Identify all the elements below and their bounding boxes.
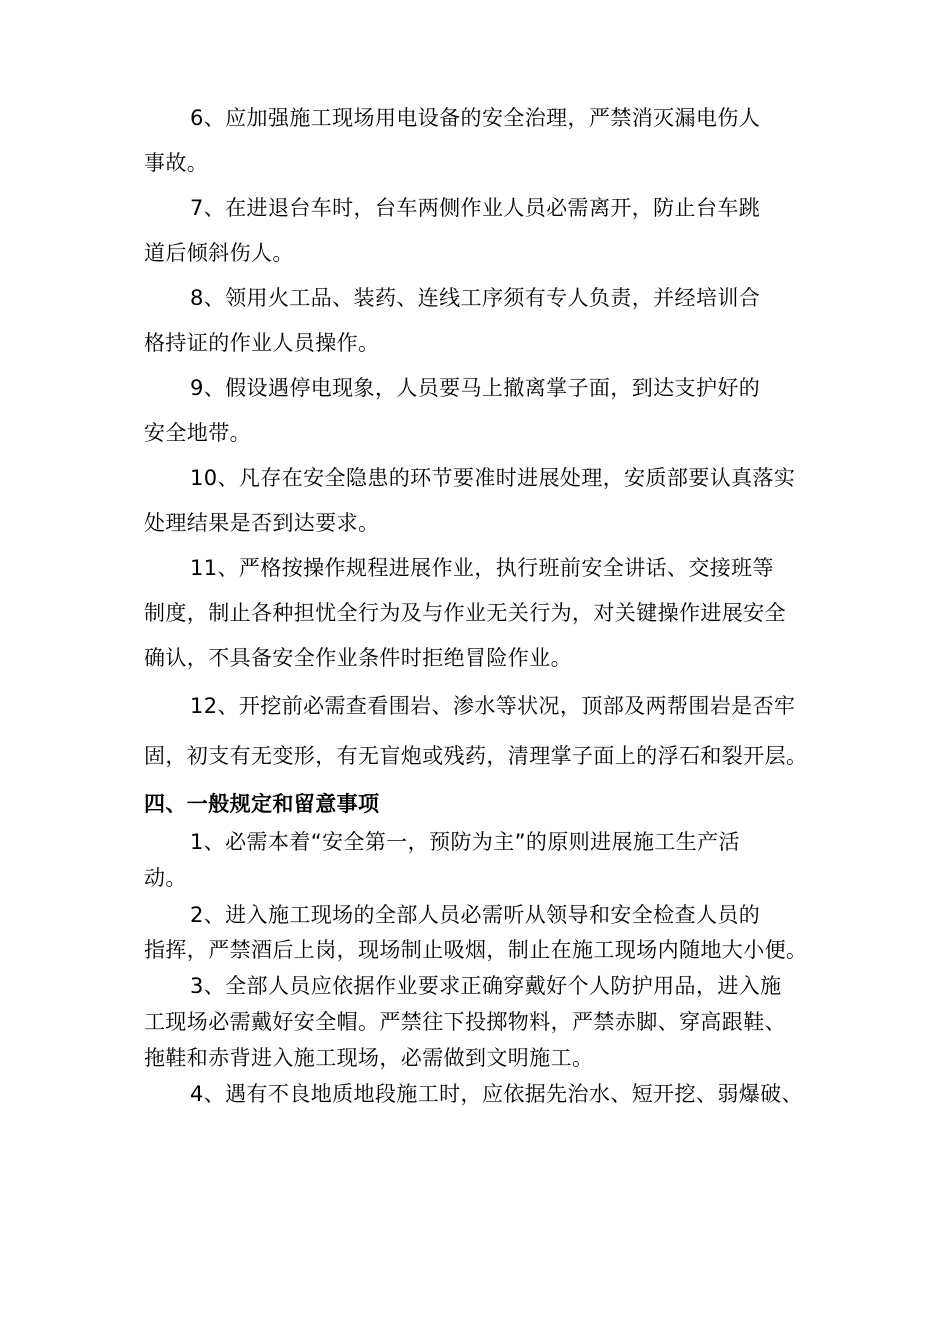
section-item-2-line-2: 指挥，严禁酒后上岗，现场制止吸烟，制止在施工现场内随地大小便。 <box>144 938 808 962</box>
item-8-line-2: 格持证的作业人员操作。 <box>144 331 380 355</box>
item-12-line-1: 12、开挖前必需查看围岩、渗水等状况，顶部及两帮围岩是否牢 <box>190 694 796 718</box>
section-item-2-line-1: 2、进入施工现场的全部人员必需听从领导和安全检查人员的 <box>190 903 761 927</box>
item-8-line-1: 8、领用火工品、装药、连线工序须有专人负责，并经培训合 <box>190 286 761 310</box>
item-11-line-2: 制度，制止各种担忧全行为及与作业无关行为，对关键操作进展安全 <box>144 601 786 625</box>
section-item-3-line-2: 工现场必需戴好安全帽。严禁往下投掷物料，严禁赤脚、穿高跟鞋、 <box>144 1010 786 1034</box>
section-item-1-line-2: 动。 <box>144 866 187 890</box>
item-7-line-1: 7、在进退台车时，台车两侧作业人员必需离开，防止台车跳 <box>190 196 761 220</box>
section-item-3-line-3: 拖鞋和赤背进入施工现场，必需做到文明施工。 <box>144 1046 594 1070</box>
item-11-line-3: 确认，不具备安全作业条件时拒绝冒险作业。 <box>144 646 572 670</box>
section-item-1-line-1: 1、必需本着“安全第一，预防为主”的原则进展施工生产活 <box>190 830 740 854</box>
item-9-line-1: 9、假设遇停电现象，人员要马上撤离掌子面，到达支护好的 <box>190 376 761 400</box>
item-10-line-2: 处理结果是否到达要求。 <box>144 511 380 535</box>
item-6-line-2: 事故。 <box>144 151 209 175</box>
item-6-line-1: 6、应加强施工现场用电设备的安全治理，严禁消灭漏电伤人 <box>190 106 761 130</box>
item-11-line-1: 11、严格按操作规程进展作业，执行班前安全讲话、交接班等 <box>190 556 774 580</box>
section-item-3-line-1: 3、全部人员应依据作业要求正确穿戴好个人防护用品，进入施 <box>190 974 782 998</box>
item-10-line-1: 10、凡存在安全隐患的环节要准时进展处理，安质部要认真落实 <box>190 466 796 490</box>
section-heading: 四、一般规定和留意事项 <box>144 792 380 816</box>
item-9-line-2: 安全地带。 <box>144 421 251 445</box>
item-7-line-2: 道后倾斜伤人。 <box>144 241 294 265</box>
item-12-line-2: 固，初支有无变形，有无盲炮或残药，清理掌子面上的浮石和裂开层。 <box>144 744 808 768</box>
section-item-4-line-1: 4、遇有不良地质地段施工时，应依据先治水、短开挖、弱爆破、 <box>190 1082 803 1106</box>
